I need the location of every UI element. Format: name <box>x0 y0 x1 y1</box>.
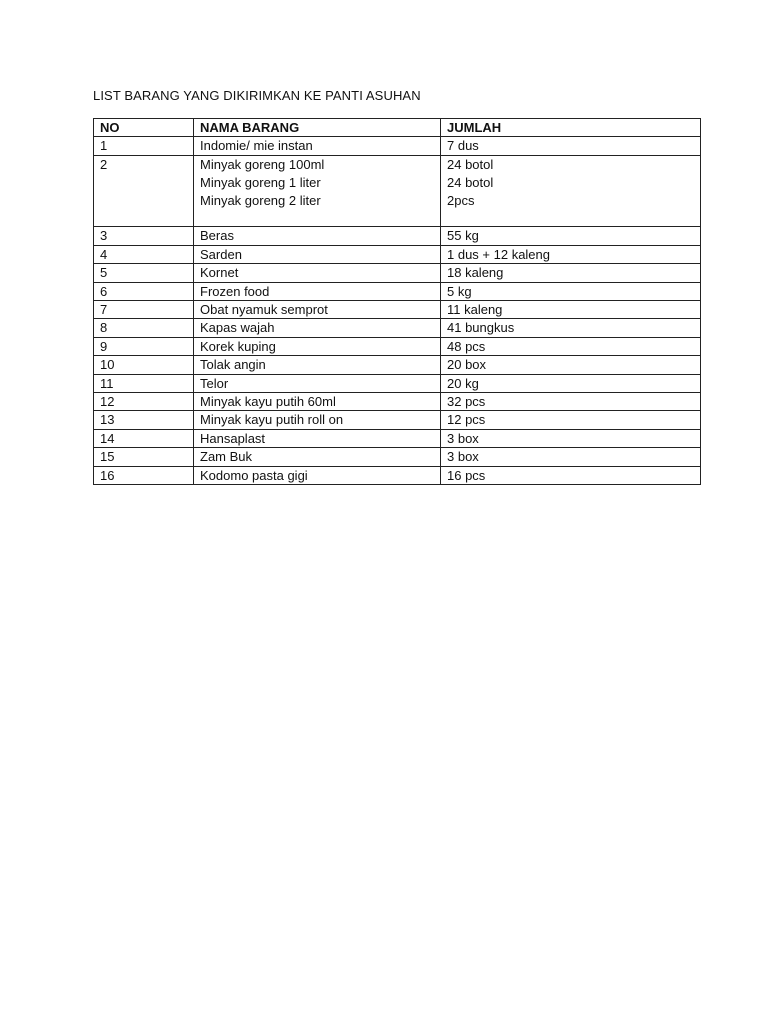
cell-item-name <box>194 374 441 392</box>
item-name-line: Korek kuping <box>200 338 276 354</box>
table-row <box>94 448 701 466</box>
table-row <box>94 356 701 374</box>
quantity-line: 5 kg <box>447 283 472 299</box>
quantity-line: 7 dus <box>447 138 479 154</box>
quantity-line: 55 kg <box>447 228 479 244</box>
cell-item-name <box>194 245 441 263</box>
cell-quantity <box>441 337 701 355</box>
cell-quantity <box>441 319 701 337</box>
cell-quantity <box>441 155 701 227</box>
cell-no: 11 <box>94 374 194 392</box>
cell-no: 14 <box>94 429 194 447</box>
cell-quantity <box>441 282 701 300</box>
cell-item-name <box>194 282 441 300</box>
quantity-line: 3 box <box>447 430 479 446</box>
cell-no: 12 <box>94 393 194 411</box>
item-name-line: Minyak kayu putih 60ml <box>200 394 336 410</box>
table-row <box>94 319 701 337</box>
quantity-line: 2pcs <box>447 193 475 209</box>
quantity-line: 48 pcs <box>447 338 486 354</box>
quantity-line: 20 kg <box>447 375 479 391</box>
item-table <box>93 118 701 485</box>
cell-no: 1 <box>94 137 194 155</box>
cell-item-name <box>194 466 441 484</box>
cell-no: 5 <box>94 264 194 282</box>
table-row <box>94 429 701 447</box>
cell-quantity <box>441 356 701 374</box>
quantity-line: 32 pcs <box>447 394 486 410</box>
cell-item-name <box>194 264 441 282</box>
table-row <box>94 137 701 155</box>
cell-no: 9 <box>94 337 194 355</box>
cell-item-name <box>194 393 441 411</box>
cell-item-name <box>194 337 441 355</box>
cell-no: 2 <box>94 155 194 227</box>
cell-no: 10 <box>94 356 194 374</box>
cell-no: 4 <box>94 245 194 263</box>
cell-item-name <box>194 411 441 429</box>
item-name-line: Minyak goreng 1 liter <box>200 175 321 190</box>
item-name-line: Zam Buk <box>200 449 253 465</box>
quantity-line: 24 botol <box>447 175 494 190</box>
cell-quantity <box>441 245 701 263</box>
table-row <box>94 155 701 227</box>
item-name-line: Tolak angin <box>200 357 266 373</box>
table-row <box>94 393 701 411</box>
cell-item-name <box>194 137 441 155</box>
cell-quantity <box>441 301 701 319</box>
cell-quantity <box>441 448 701 466</box>
cell-item-name <box>194 301 441 319</box>
cell-quantity <box>441 411 701 429</box>
cell-item-name <box>194 319 441 337</box>
header-no: NO <box>94 119 194 137</box>
table-row <box>94 466 701 484</box>
cell-quantity <box>441 374 701 392</box>
item-name-line: Obat nyamuk semprot <box>200 302 328 317</box>
table-row <box>94 301 701 319</box>
quantity-line: 1 dus + 12 kaleng <box>447 246 550 262</box>
quantity-line: 12 pcs <box>447 412 486 428</box>
cell-no: 16 <box>94 466 194 484</box>
item-name-line: Hansaplast <box>200 430 266 446</box>
quantity-line: 24 botol <box>447 156 494 172</box>
quantity-line: 16 pcs <box>447 467 486 483</box>
cell-quantity <box>441 466 701 484</box>
table-body <box>94 137 701 485</box>
cell-quantity <box>441 227 701 245</box>
table-row <box>94 411 701 429</box>
cell-item-name <box>194 227 441 245</box>
cell-item-name <box>194 356 441 374</box>
item-name-line: Kapas wajah <box>200 320 275 336</box>
cell-item-name <box>194 429 441 447</box>
table-header-row <box>94 119 701 137</box>
item-name-line: Kornet <box>200 265 239 281</box>
header-quantity: JUMLAH <box>441 119 701 137</box>
cell-quantity <box>441 393 701 411</box>
table-row <box>94 227 701 245</box>
item-name-line: Kodomo pasta gigi <box>200 467 308 483</box>
quantity-line: 3 box <box>447 449 479 465</box>
cell-no: 8 <box>94 319 194 337</box>
quantity-line: 11 kaleng <box>447 302 503 317</box>
cell-no: 3 <box>94 227 194 245</box>
cell-quantity <box>441 429 701 447</box>
item-name-line: Minyak goreng 2 liter <box>200 193 321 209</box>
item-name-line: Minyak kayu putih roll on <box>200 412 344 428</box>
table-row <box>94 337 701 355</box>
table-row <box>94 282 701 300</box>
item-name-line: Beras <box>200 228 234 244</box>
cell-no: 15 <box>94 448 194 466</box>
cell-no: 13 <box>94 411 194 429</box>
cell-item-name <box>194 448 441 466</box>
table-row <box>94 245 701 263</box>
cell-no: 7 <box>94 301 194 319</box>
cell-item-name <box>194 155 441 227</box>
header-item-name: NAMA BARANG <box>194 119 441 137</box>
item-name-line: Telor <box>200 375 229 391</box>
cell-no: 6 <box>94 282 194 300</box>
table-row <box>94 374 701 392</box>
document-title: LIST BARANG YANG DIKIRIMKAN KE PANTI ASUHAN <box>93 88 421 103</box>
quantity-line: 18 kaleng <box>447 265 504 281</box>
quantity-line: 41 bungkus <box>447 320 515 336</box>
item-name-line: Frozen food <box>200 283 270 299</box>
item-name-line: Indomie/ mie instan <box>200 138 313 154</box>
item-name-line: Sarden <box>200 246 242 262</box>
cell-quantity <box>441 264 701 282</box>
quantity-line: 20 box <box>447 357 487 373</box>
item-name-line: Minyak goreng 100ml <box>200 156 325 172</box>
cell-quantity <box>441 137 701 155</box>
table-row <box>94 264 701 282</box>
